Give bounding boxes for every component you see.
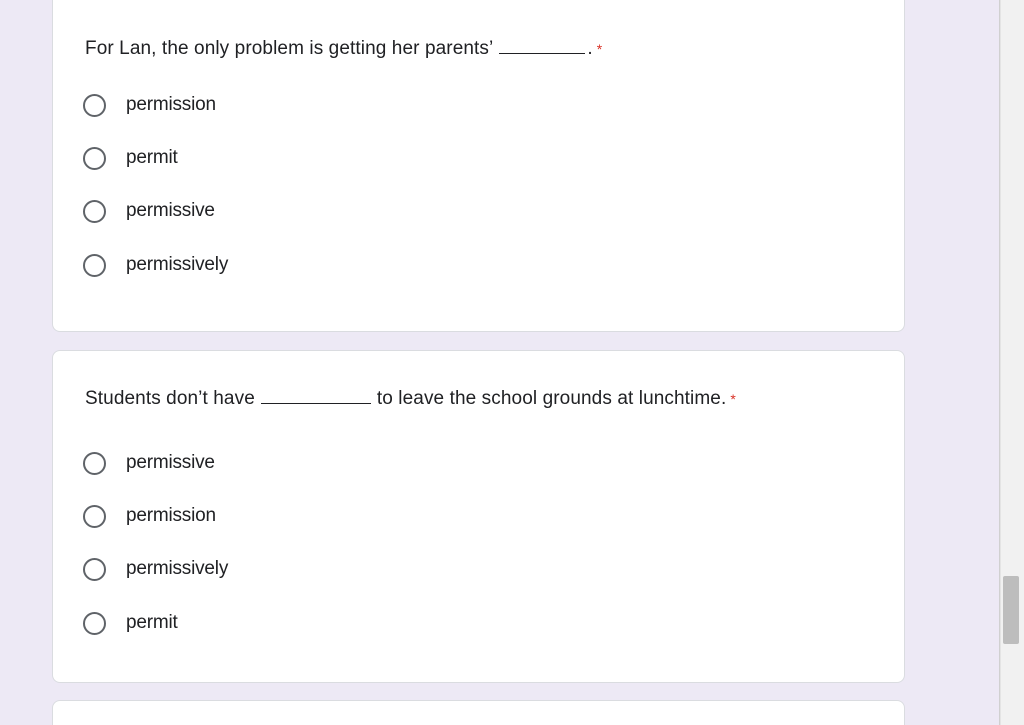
radio-button[interactable] xyxy=(83,200,106,223)
radio-option-permissively[interactable] xyxy=(83,249,228,281)
radio-button[interactable] xyxy=(83,254,106,277)
radio-option-permit[interactable] xyxy=(83,607,178,639)
option-label[interactable]: permission xyxy=(126,505,216,526)
question-text-end: to leave the school grounds at lunchtime. xyxy=(376,388,727,409)
required-asterisk: * xyxy=(730,391,736,407)
question-card-2 xyxy=(52,350,905,683)
scrollbar-thumb[interactable] xyxy=(1003,576,1019,644)
radio-button[interactable] xyxy=(83,452,106,475)
question-card-3 xyxy=(52,700,905,725)
radio-option-permission[interactable] xyxy=(83,500,216,532)
radio-option-permissively[interactable] xyxy=(83,553,228,585)
radio-button[interactable] xyxy=(83,94,106,117)
question-text-end: . xyxy=(587,38,593,59)
question-text: Students don’t have xyxy=(85,388,255,409)
required-asterisk: * xyxy=(596,41,603,57)
radio-button[interactable] xyxy=(83,147,106,170)
option-label[interactable]: permissively xyxy=(126,558,229,579)
option-label[interactable]: permissive xyxy=(126,452,215,473)
answer-blank xyxy=(261,401,371,404)
radio-option-permit[interactable] xyxy=(83,142,178,174)
radio-button[interactable] xyxy=(83,612,106,635)
vertical-scrollbar[interactable] xyxy=(1000,0,1024,725)
radio-option-permission[interactable] xyxy=(83,89,216,121)
question-title xyxy=(85,37,602,61)
radio-button[interactable] xyxy=(83,505,106,528)
option-label[interactable]: permissively xyxy=(126,254,229,275)
question-title xyxy=(85,387,736,411)
option-label[interactable]: permit xyxy=(126,147,178,168)
question-text: For Lan, the only problem is getting her parents’ xyxy=(85,38,494,59)
answer-blank xyxy=(499,51,585,54)
option-label[interactable]: permissive xyxy=(126,200,215,221)
radio-button[interactable] xyxy=(83,558,106,581)
option-label[interactable]: permit xyxy=(126,612,178,633)
radio-option-permissive[interactable] xyxy=(83,195,215,227)
option-label[interactable]: permission xyxy=(126,94,216,115)
radio-option-permissive[interactable] xyxy=(83,447,215,479)
question-card-1 xyxy=(52,0,905,332)
